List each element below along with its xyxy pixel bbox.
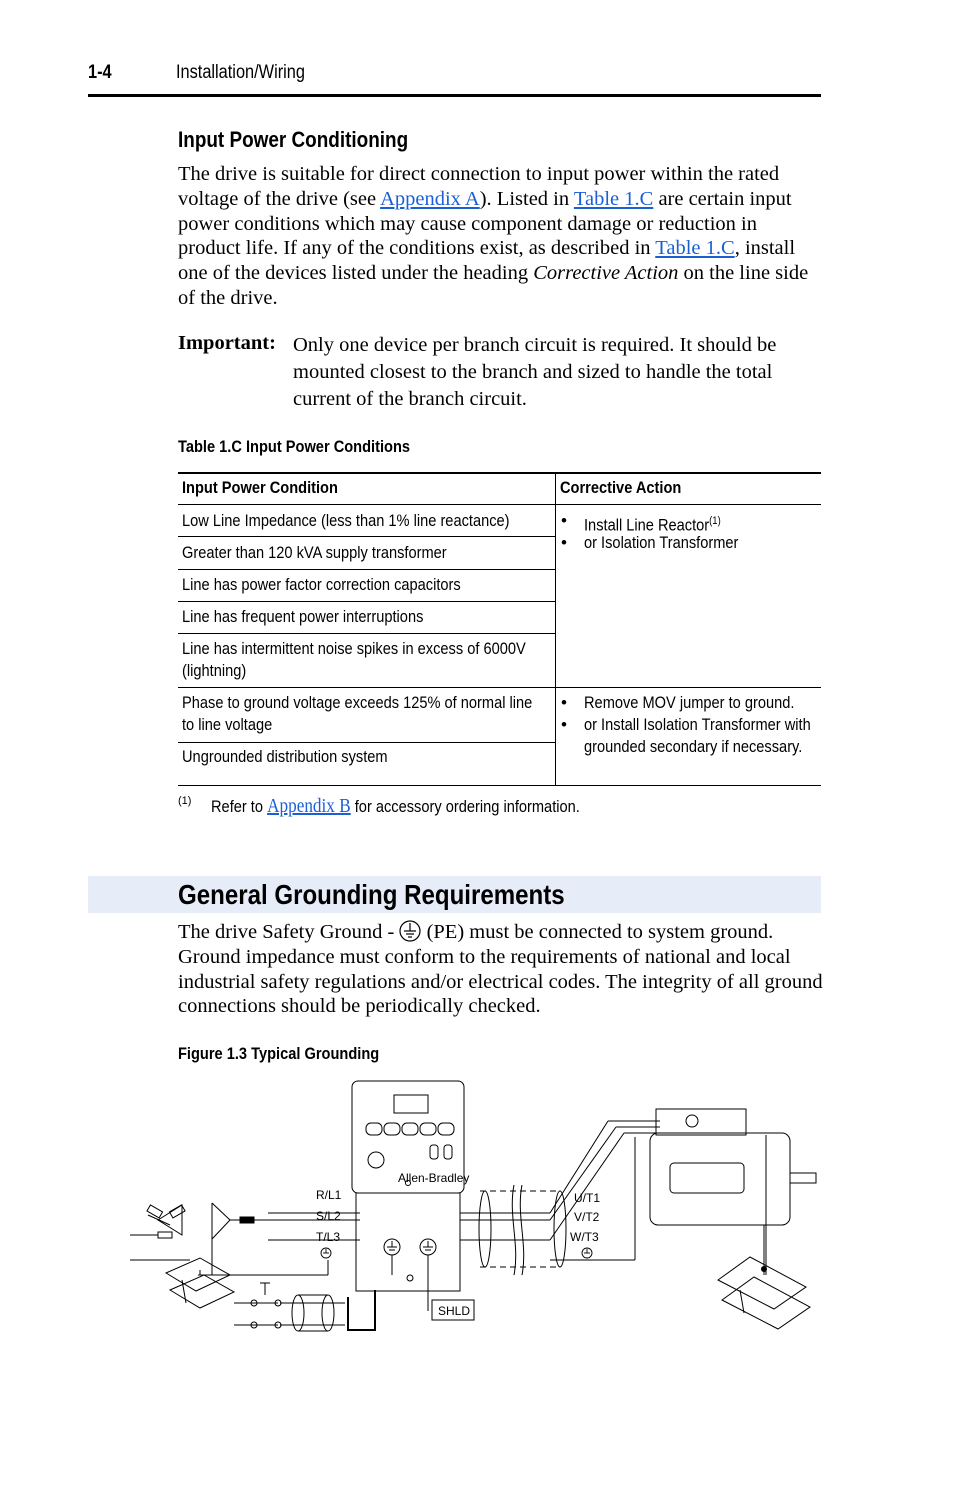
terminal-label-v: V/T2 xyxy=(574,1210,600,1224)
terminal-label-r: R/L1 xyxy=(316,1188,342,1202)
motor-cable-shield-icon xyxy=(479,1185,566,1275)
terminal-label-t: T/L3 xyxy=(316,1230,341,1244)
appendix-b-link[interactable]: Appendix B xyxy=(267,795,351,817)
disconnect-switch-icon xyxy=(234,1283,281,1328)
ground-icon xyxy=(399,920,421,942)
section-heading: Input Power Conditioning xyxy=(178,127,409,152)
shld-label: SHLD xyxy=(438,1304,471,1318)
motor-icon xyxy=(650,1109,816,1275)
shielded-cable-icon xyxy=(280,1290,375,1331)
table-row: Ungrounded distribution system xyxy=(182,747,388,766)
terminal-label-s: S/L2 xyxy=(316,1209,341,1223)
intro-paragraph: The drive is suitable for direct connection to input power within the rated voltage of the drive (see Appendix A). Listed in Table 1.C are certain input power conditions which may cause component damage or reduction in product life. If any of the conditions exist, as described in Table 1.C, install one of the devices listed under the heading Corrective Action on the line side of the drive. xyxy=(178,163,809,309)
table-header-rule xyxy=(178,504,821,505)
table-1c-link[interactable]: Table 1.C xyxy=(573,187,654,210)
terminal-label-u: U/T1 xyxy=(574,1191,601,1205)
table-caption: Table 1.C Input Power Conditions xyxy=(178,437,411,456)
terminal-ground-icons xyxy=(321,1248,592,1258)
table-header-condition: Input Power Condition xyxy=(182,478,338,497)
bullet-icon: • xyxy=(561,693,567,712)
table-row: Line has intermittent noise spikes in excess of 6000V (lightning) xyxy=(182,639,526,680)
ground-bus-left-icon xyxy=(166,1258,234,1308)
appendix-a-link[interactable]: Appendix A xyxy=(380,187,480,210)
grounding-paragraph: The drive Safety Ground - (PE) must be connected to system ground. Ground impedance must conform to the requirements of national and local industrial safety regulations and/or electrical codes. The integrity of all ground connections should be periodically checked. xyxy=(178,921,823,1018)
page-number: 1-4 xyxy=(88,62,112,83)
ground-bus-right-icon xyxy=(718,1257,810,1329)
figure-caption: Figure 1.3 Typical Grounding xyxy=(178,1044,380,1063)
bullet-icon: • xyxy=(561,715,567,734)
table-bottom-rule xyxy=(178,785,821,786)
table-row: Greater than 120 kVA supply transformer xyxy=(182,543,447,562)
table-row: Line has frequent power interruptions xyxy=(182,607,424,626)
table-1c-link-2[interactable]: Table 1.C xyxy=(655,237,735,260)
table-row: Line has power factor correction capacitors xyxy=(182,575,461,594)
row-rule xyxy=(178,569,555,570)
action-item: Remove MOV jumper to ground. xyxy=(584,693,795,712)
table-header-action: Corrective Action xyxy=(560,478,682,497)
section-heading: General Grounding Requirements xyxy=(178,879,565,910)
action-item: or Install Isolation Transformer with grounded secondary if necessary. xyxy=(584,715,811,756)
supply-transformer-icon xyxy=(130,1205,190,1260)
bullet-icon: • xyxy=(561,511,567,530)
brand-label: Allen-Bradley xyxy=(398,1171,470,1185)
typical-grounding-diagram xyxy=(130,1075,830,1355)
row-rule xyxy=(178,633,555,634)
row-rule xyxy=(178,601,555,602)
group-rule xyxy=(178,687,821,688)
row-rule xyxy=(178,536,555,537)
important-text: Only one device per branch circuit is required. It should be mounted closest to the branch and sized to handle the total current of the branch circuit. xyxy=(293,334,777,410)
action-item: Install Line Reactor$^{(1)}$ xyxy=(584,515,721,535)
wye-transformer-icon xyxy=(198,1203,268,1275)
running-header: Installation/Wiring xyxy=(176,62,305,83)
terminal-label-w: W/T3 xyxy=(570,1230,599,1244)
table-row: Phase to ground voltage exceeds 125% of normal line to line voltage xyxy=(182,693,533,734)
row-rule xyxy=(178,742,555,743)
bullet-icon: • xyxy=(561,533,567,552)
table-row: Low Line Impedance (less than 1% line reactance) xyxy=(182,511,510,530)
action-item: or Isolation Transformer xyxy=(584,533,739,552)
important-label: Important: xyxy=(178,332,276,354)
drive-unit-icon xyxy=(352,1081,464,1311)
table-top-rule xyxy=(178,472,821,474)
header-rule xyxy=(88,94,821,97)
footnote-mark: (1) xyxy=(178,795,192,807)
